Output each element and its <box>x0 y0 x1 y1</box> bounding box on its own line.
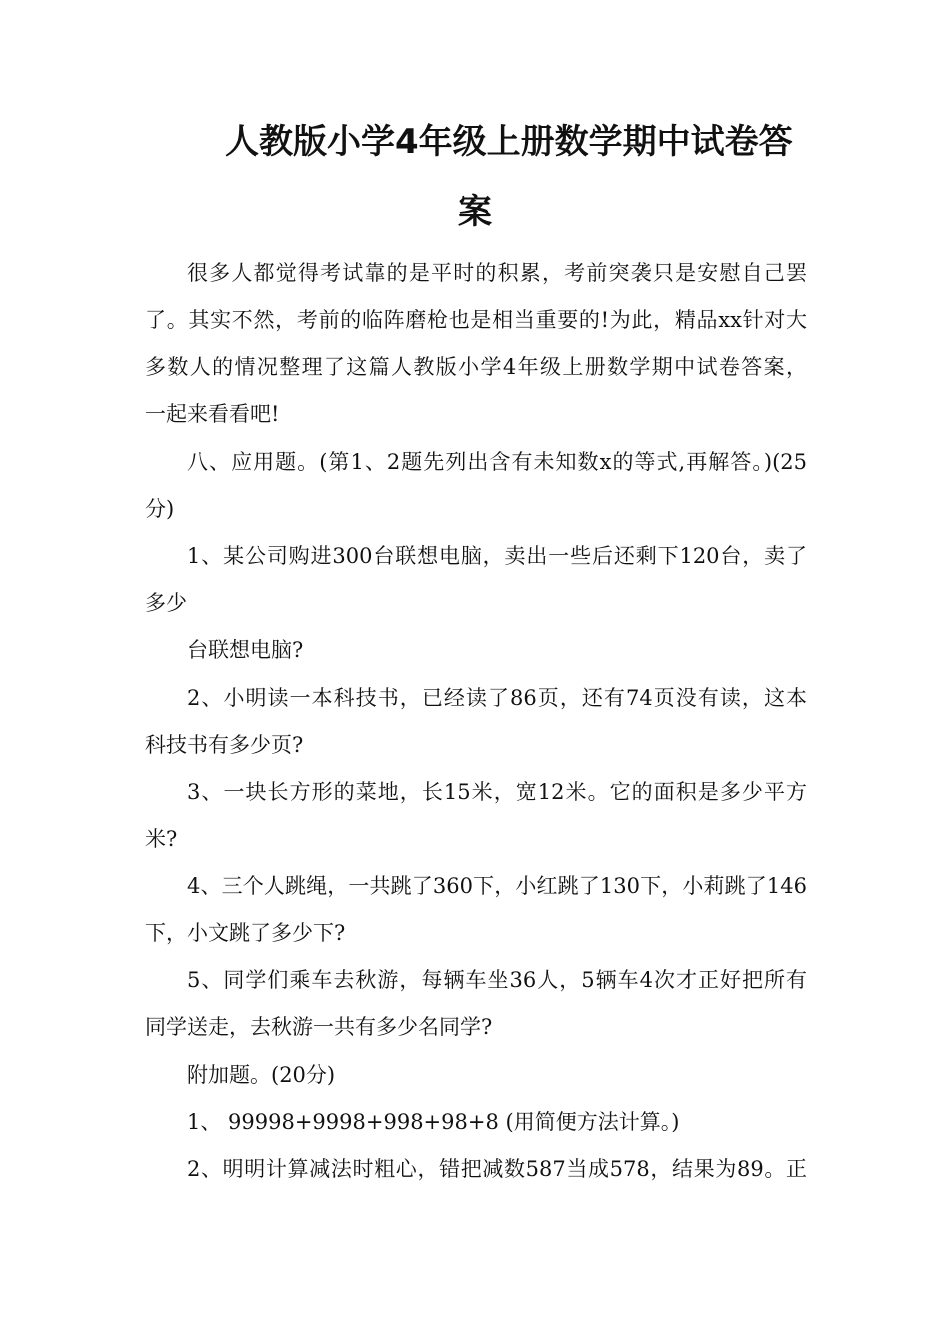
bonus-question-2-line-1: 2、明明计算减法时粗心，错把减数587当成578，结果为89。正 <box>187 1157 807 1181</box>
question-4-line-1: 4、三个人跳绳，一共跳了360下，小红跳了130下，小莉跳了146 <box>187 874 807 898</box>
bonus-question-1: 1、 99998+9998+998+98+8 (用简便方法计算。) <box>187 1110 680 1134</box>
question-3-line-2: 米? <box>145 827 178 851</box>
question-1-line-2: 多少 <box>145 591 187 615</box>
document-title-line-1: 人教版小学4年级上册数学期中试卷答 <box>225 122 793 162</box>
document-title-line-2: 案 <box>458 192 492 232</box>
question-4-line-2: 下，小文跳了多少下? <box>145 921 346 945</box>
intro-line-2: 了。其实不然，考前的临阵磨枪也是相当重要的!为此，精品xx针对大 <box>145 308 807 332</box>
intro-line-1: 很多人都觉得考试靠的是平时的积累，考前突袭只是安慰自己罢 <box>187 261 807 285</box>
question-1-line-1: 1、某公司购进300台联想电脑，卖出一些后还剩下120台，卖了 <box>187 544 807 568</box>
question-3-line-1: 3、一块长方形的菜地，长15米，宽12米。它的面积是多少平方 <box>187 780 807 804</box>
question-2-line-1: 2、小明读一本科技书，已经读了86页，还有74页没有读，这本 <box>187 686 807 710</box>
question-2-line-2: 科技书有多少页? <box>145 733 304 757</box>
section8-header-line-1: 八、应用题。(第1、2题先列出含有未知数x的等式,再解答。)(25 <box>187 450 807 474</box>
intro-line-3: 多数人的情况整理了这篇人教版小学4年级上册数学期中试卷答案， <box>145 355 807 379</box>
section8-header-line-2: 分) <box>145 497 175 521</box>
bonus-header: 附加题。(20分) <box>187 1063 336 1087</box>
question-5-line-1: 5、同学们乘车去秋游，每辆车坐36人，5辆车4次才正好把所有 <box>187 968 807 992</box>
intro-line-4: 一起来看看吧! <box>145 402 280 426</box>
question-5-line-2: 同学送走，去秋游一共有多少名同学? <box>145 1015 493 1039</box>
question-1-line-3: 台联想电脑? <box>187 638 304 662</box>
